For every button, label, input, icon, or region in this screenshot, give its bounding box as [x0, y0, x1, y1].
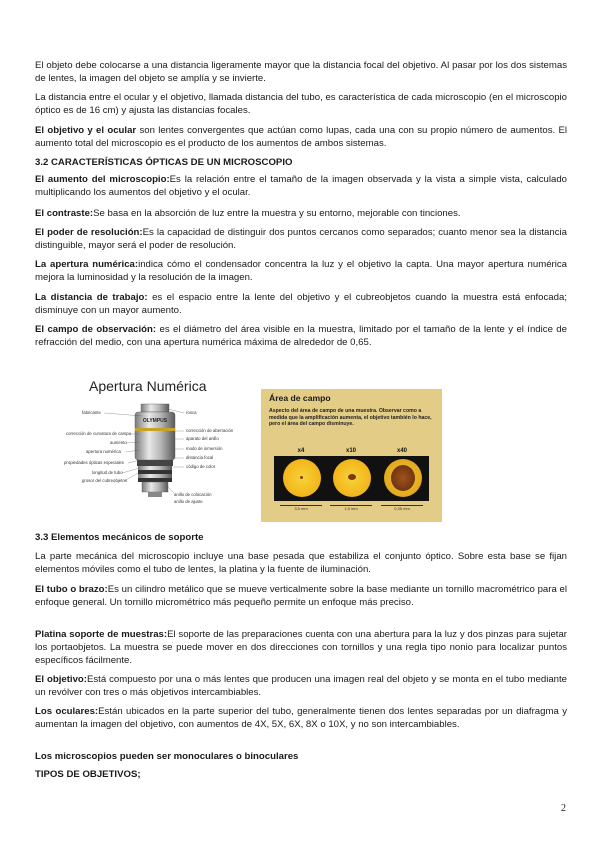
field-figure-title: Área de campo — [269, 393, 331, 403]
definition-working-distance: La distancia de trabajo: es el espacio entre la lente del objetivo y el cubreobjetos cuando la muestra está enfocada; disminuye con un mayor aumento. — [35, 292, 567, 316]
definition-stage: Platina soporte de muestras:El soporte de las preparaciones cuenta con una abertura para la luz y dos pinzas para sujetar los portaobjetos. La muestra se puede mover en dos direcciones con tornillos y una regla tipo nonio para localizar puntos específicos fácilmente. — [35, 629, 567, 666]
label-aparato-anillo: aparato del anillo — [186, 436, 219, 441]
definition-field-of-view: El campo de observación: es el diámetro del área visible en la muestra, limitado por el tamaño de la lente y el índice de refracción del medio, con una apertura numérica máxima de alrededor de 0,65. — [35, 324, 567, 348]
panel-x10-scale: 1,5 mm — [324, 503, 378, 511]
panel-x10-label: x10 — [345, 448, 356, 454]
panel-x4-image — [274, 456, 328, 501]
label-aumento: aumento — [110, 440, 127, 445]
label-apertura-numerica: apertura numérica — [86, 449, 121, 454]
brand-label: OLYMPUS — [142, 418, 168, 424]
objective-lens-diagram — [62, 402, 252, 510]
panel-x40-label: x40 — [396, 448, 407, 454]
field-area-figure — [261, 389, 442, 522]
label-codigo-color: código de color — [186, 464, 216, 469]
label-correccion-curvatura: corrección de curvatura de campo — [66, 431, 131, 436]
page-number: 2 — [561, 803, 566, 814]
note-monocular-binocular: Los microscopios pueden ser monoculares o binoculares — [35, 751, 299, 762]
definition-magnification: El aumento del microscopio:Es la relación entre el tamaño de la imagen observada y la vista a simple vista, calculado multiplicando los aumentos del objetivo y el ocular. — [35, 174, 568, 198]
label-fabricante: fabricante — [82, 410, 101, 415]
definition-tube: El tubo o brazo:Es un cilindro metálico que se mueve verticalmente sobre la base mediante un tornillo macrométrico para el enfoque general. Un tornillo micrométrico más pequeño permite un enfoque más preciso. — [35, 584, 568, 608]
panel-x40-scale: 0,35 mm — [375, 503, 429, 511]
label-grosor-cubreobjetos: grosor del cubreobjetos — [82, 478, 127, 483]
definition-resolution: El poder de resolución:Es la capacidad de distinguir dos puntos cercanos como separados; cuanto menor sea la distancia distinguible, mayor será el poder de resolución. — [35, 227, 567, 251]
definition-objective: El objetivo:Está compuesto por una o más lentes que producen una imagen real del objeto y se monta en el tubo mediante un revólver con tres o más objetivos intercambiables. — [35, 674, 568, 698]
definition-contrast: El contraste:Se basa en la absorción de luz entre la muestra y su entorno, mejorable con tinciones. — [35, 208, 461, 219]
right-callouts — [168, 409, 234, 504]
paragraph-objective-ocular: El objetivo y el ocular son lentes convergentes que actúan como lupas, cada una con su propio número de aumentos. El aumento total del microscopio es el producto de los aumentos de ambos sistemas. — [35, 125, 568, 149]
types-of-objectives-heading: TIPOS DE OBJETIVOS; — [35, 769, 141, 780]
field-figure-description: Aspecto del área de campo de una muestra. Observar como a medida que la amplificación aumenta, el objetivo también lo hace, pero el área del campo disminuye. — [269, 408, 432, 428]
section-heading-optical: 3.2 CARACTERÍSTICAS ÓPTICAS DE UN MICROSCOPIO — [35, 157, 293, 168]
paragraph-focal-distance: El objeto debe colocarse a una distancia ligeramente mayor que la distancia focal del objetivo. Al pasar por los dos sistemas de lentes, la imagen del objeto se amplía y se invierte. — [35, 60, 567, 84]
panel-x4-label: x4 — [297, 448, 305, 454]
definition-numerical-aperture: La apertura numérica:indica cómo el condensador concentra la luz y el objetivo la capta. Una mayor apertura numérica mejora la luminosidad y la resolución de la imagen. — [35, 259, 567, 283]
aperture-figure-title: Apertura Numérica — [89, 378, 207, 394]
label-anillo-colocacion: anillo de colocación — [174, 492, 212, 497]
label-anillo-ajuste: anillo de ajuste — [174, 499, 203, 504]
label-correccion-aberracion: corrección de aberración — [186, 428, 234, 433]
panel-x10-image — [324, 456, 378, 501]
objective-body — [135, 404, 175, 497]
label-longitud-tubo: longitud de tubo — [92, 470, 123, 475]
panel-x4-scale: 3,5 mm — [274, 503, 328, 511]
paragraph-mechanical-intro: La parte mecánica del microscopio incluye una base pesada que estabiliza el conjunto óptico. Sobre esta base se fijan elementos móviles como el tubo de lentes, la platina y la fuente de iluminación. — [35, 551, 567, 575]
paragraph-tube-distance: La distancia entre el ocular y el objetivo, llamada distancia del tubo, es característica de cada microscopio (en el microscopio óptico es de 16 cm) y ajusta las distancias focales. — [35, 92, 567, 116]
definition-oculars: Los oculares:Están ubicados en la parte superior del tubo, generalmente tienen dos lentes separadas por un diafragma y aumentan la imagen del objetivo, con aumentos de 4X, 5X, 6X, 8X o 10X, y no son intercambiables. — [35, 706, 567, 730]
left-callouts — [64, 410, 142, 483]
section-heading-mechanical: 3.3 Elementos mecánicos de soporte — [35, 532, 204, 543]
label-distancia-focal: distancia focal — [186, 455, 214, 460]
panel-x40-image — [375, 456, 429, 501]
label-modo-inmersion: modo de inmersión — [186, 446, 223, 451]
label-rosca: rosca — [186, 410, 197, 415]
label-propiedades-opticas: propiedades ópticas especiales — [64, 460, 124, 465]
